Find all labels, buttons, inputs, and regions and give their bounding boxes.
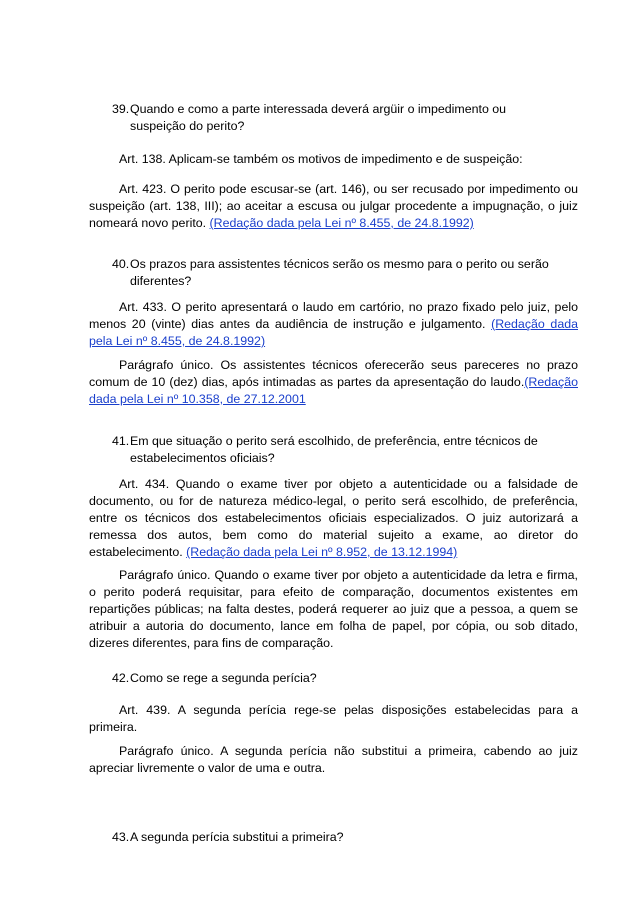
question-39 bbox=[112, 101, 562, 135]
question-number: 40. bbox=[112, 257, 130, 271]
paragraph bbox=[89, 357, 578, 408]
question-text: A segunda perícia substitui a primeira? bbox=[130, 830, 344, 844]
question-number: 41. bbox=[112, 434, 130, 448]
paragraph-text: Art. 423. O perito pode escusar-se (art. 146), ou ser recusado por impedimento ou suspeição (art. 138, III); ao aceitar a escusa ou julgar procedente a impugnação, o juiz nomeará novo perito. bbox=[89, 182, 578, 230]
question-number: 42. bbox=[112, 671, 130, 685]
paragraph-text: Parágrafo único. Os assistentes técnicos oferecerão seus pareceres no prazo comum de 10 (dez) dias, após intimadas as partes da apresentação do laudo. bbox=[89, 358, 578, 389]
question-number: 43. bbox=[112, 830, 130, 844]
question-text: Em que situação o perito será escolhido, de preferência, entre técnicos de estabelecimentos oficiais? bbox=[130, 434, 538, 465]
paragraph-text: Art. 434. Quando o exame tiver por objeto a autenticidade ou a falsidade de documento, ou for de natureza médico-legal, o perito será escolhido, de preferência, entre os técnicos dos estabelecimentos oficiais especializados. O juiz autorizará a remessa dos autos, bem como do material sujeito a exame, ao diretor do estabelecimento. bbox=[89, 477, 578, 559]
question-40 bbox=[112, 256, 562, 290]
paragraph bbox=[89, 476, 578, 561]
question-number: 39. bbox=[112, 102, 130, 116]
paragraph bbox=[89, 299, 578, 350]
paragraph bbox=[89, 151, 578, 168]
paragraph-text: Art. 138. Aplicam-se também os motivos de impedimento e de suspeição: bbox=[119, 152, 523, 166]
paragraph bbox=[89, 743, 578, 777]
question-text: Os prazos para assistentes técnicos serão os mesmo para o perito ou serão diferentes? bbox=[130, 257, 549, 288]
question-42 bbox=[112, 670, 562, 687]
paragraph bbox=[89, 702, 578, 736]
law-reference-link[interactable]: (Redação dada pela Lei nº 8.455, de 24.8.1992) bbox=[209, 216, 474, 230]
paragraph-text: Art. 439. A segunda perícia rege-se pelas disposições estabelecidas para a primeira. bbox=[89, 703, 578, 734]
law-reference-link[interactable]: (Redação dada pela Lei nº 8.455, de 24.8.1992) bbox=[89, 317, 578, 348]
question-text: Como se rege a segunda perícia? bbox=[130, 671, 317, 685]
question-43 bbox=[112, 829, 562, 846]
paragraph-text: Art. 433. O perito apresentará o laudo em cartório, no prazo fixado pelo juiz, pelo menos 20 (vinte) dias antes da audiência de instrução e julgamento. bbox=[89, 300, 578, 331]
paragraph bbox=[89, 181, 578, 232]
law-reference-link[interactable]: (Redação dada pela Lei nº 10.358, de 27.12.2001 bbox=[89, 375, 578, 406]
question-41 bbox=[112, 433, 562, 467]
paragraph-text: Parágrafo único. Quando o exame tiver por objeto a autenticidade da letra e firma, o perito poderá requisitar, para efeito de comparação, documentos existentes em repartições públicas; na falta destes, poderá requerer ao juiz que a pessoa, a quem se atribuir a autoria do documento, lance em folha de papel, por cópia, ou sob ditado, dizeres diferentes, para fins de comparação. bbox=[89, 568, 578, 650]
paragraph bbox=[89, 567, 578, 652]
paragraph-text: Parágrafo único. A segunda perícia não substitui a primeira, cabendo ao juiz apreciar livremente o valor de uma e outra. bbox=[89, 744, 578, 775]
law-reference-link[interactable]: (Redação dada pela Lei nº 8.952, de 13.12.1994) bbox=[186, 545, 458, 559]
question-text: Quando e como a parte interessada deverá argüir o impedimento ou suspeição do perito? bbox=[130, 102, 507, 133]
